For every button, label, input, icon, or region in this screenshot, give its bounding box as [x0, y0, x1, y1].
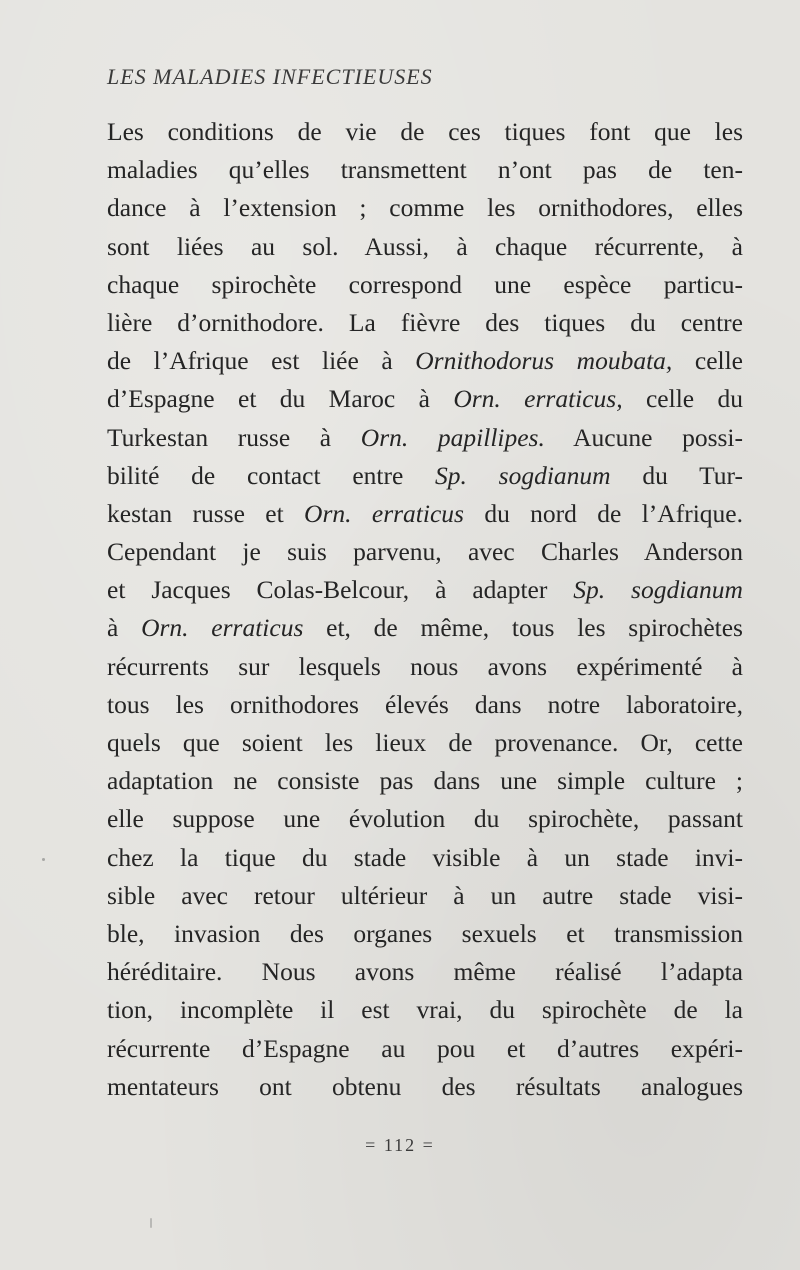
text-line — [107, 648, 743, 686]
text-run: celle du — [622, 384, 743, 414]
text-line — [107, 953, 743, 991]
text-line — [107, 533, 743, 571]
italic-run: Orn. papillipes. — [360, 422, 545, 452]
text-line — [107, 419, 743, 457]
text-run: mentateurs ont obtenu des résultats analogues — [107, 1071, 743, 1101]
italic-run: Ornithodorus moubata, — [415, 346, 673, 376]
italic-run: Orn. erraticus, — [453, 384, 623, 414]
text-run: maladies qu’elles transmettent n’ont pas de ten- — [107, 155, 743, 185]
text-run: adaptation ne consiste pas dans une simple culture ; — [107, 766, 743, 796]
text-line — [107, 1030, 743, 1068]
text-line — [107, 189, 743, 227]
text-run: et Jacques Colas-Belcour, à adapter — [107, 575, 574, 605]
text-run: kestan russe et — [107, 498, 305, 528]
text-run: lière d’ornithodore. La fièvre des tiques du centre — [107, 307, 743, 337]
text-run: Cependant je suis parvenu, avec Charles Anderson — [107, 537, 743, 567]
text-run: récurrents sur lesquels nous avons expérimenté à — [107, 651, 743, 681]
body-text — [107, 113, 743, 1106]
text-run: tion, incomplète il est vrai, du spirochète de la — [107, 995, 743, 1025]
text-run: Turkestan russe à — [107, 422, 361, 452]
text-line — [107, 266, 743, 304]
text-line — [107, 457, 743, 495]
text-line — [107, 571, 743, 609]
text-run: Aucune possi- — [544, 422, 744, 452]
text-run: celle — [672, 346, 744, 376]
text-line — [107, 686, 743, 724]
text-run: ble, invasion des organes sexuels et transmission — [107, 918, 743, 948]
text-line — [107, 724, 743, 762]
text-run: chaque spirochète correspond une espèce particu- — [107, 269, 743, 299]
text-run: et, de même, tous les spirochètes — [303, 613, 743, 643]
print-speck — [565, 700, 568, 703]
text-run: du nord de l’Afrique. — [463, 498, 743, 528]
print-speck — [42, 858, 45, 861]
text-run: sont liées au sol. Aussi, à chaque récurrente, à — [107, 231, 743, 261]
text-line — [107, 304, 743, 342]
text-line — [107, 1068, 743, 1106]
text-line — [107, 113, 743, 151]
text-line — [107, 495, 743, 533]
text-run: récurrente d’Espagne au pou et d’autres expéri- — [107, 1033, 743, 1063]
text-line — [107, 991, 743, 1029]
text-line — [107, 877, 743, 915]
text-run: du Tur- — [610, 460, 743, 490]
page-number: = 112 = — [365, 1135, 435, 1155]
text-line — [107, 228, 743, 266]
text-run: sible avec retour ultérieur à un autre stade visi- — [107, 880, 743, 910]
running-head: LES MALADIES INFECTIEUSES — [107, 64, 433, 89]
text-line — [107, 609, 743, 647]
text-line — [107, 800, 743, 838]
text-run: héréditaire. Nous avons même réalisé l’adapta — [107, 957, 743, 987]
text-run: de l’Afrique est liée à — [107, 346, 416, 376]
text-run: d’Espagne et du Maroc à — [107, 384, 454, 414]
text-run: tous les ornithodores élevés dans notre laboratoire, — [107, 689, 743, 719]
text-run: elle suppose une évolution du spirochète, passant — [107, 804, 743, 834]
text-run: à — [107, 613, 142, 643]
text-run: quels que soient les lieux de provenance. Or, cette — [107, 728, 743, 757]
print-speck — [150, 1218, 152, 1228]
text-line — [107, 915, 743, 953]
italic-run: Orn. erraticus — [141, 613, 304, 643]
text-line — [107, 762, 743, 800]
text-run: chez la tique du stade visible à un stade invi- — [107, 842, 743, 872]
italic-run: Orn. erraticus — [304, 498, 464, 528]
italic-run: Sp. sogdianum — [573, 575, 743, 605]
text-line — [107, 342, 743, 380]
italic-run: Sp. sogdianum — [435, 460, 611, 490]
text-line — [107, 151, 743, 189]
text-run: dance à l’extension ; comme les ornithodores, elles — [107, 193, 743, 223]
text-run: Les conditions de vie de ces tiques font que les — [107, 117, 743, 146]
text-run: bilité de contact entre — [107, 460, 436, 490]
text-line — [107, 380, 743, 418]
text-line — [107, 839, 743, 877]
